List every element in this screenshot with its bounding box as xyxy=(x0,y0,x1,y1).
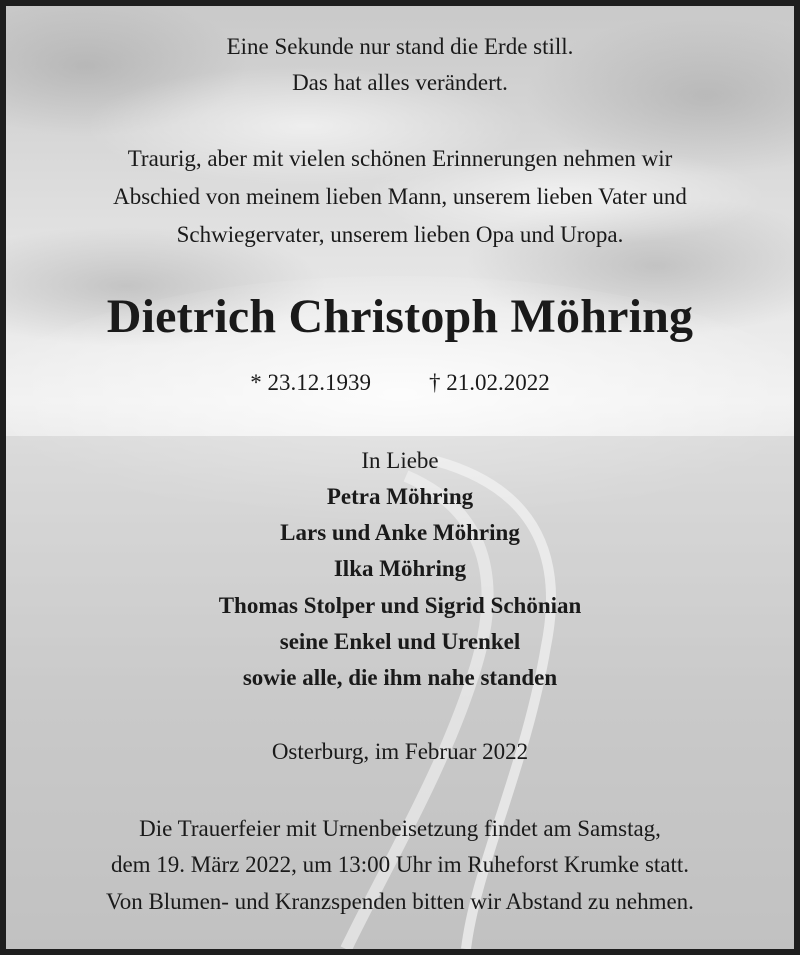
ceremony-line-3: Von Blumen- und Kranzspenden bitten wir Abstand zu nehmen. xyxy=(106,889,694,914)
intro-line-2: Abschied von meinem lieben Mann, unserem lieben Vater und xyxy=(113,184,687,209)
intro-line-1: Traurig, aber mit vielen schönen Erinnerungen nehmen wir xyxy=(127,146,673,171)
birth-date: * 23.12.1939 xyxy=(250,370,371,395)
obituary-text xyxy=(6,6,794,949)
death-date: † 21.02.2022 xyxy=(429,370,550,395)
mourner-name: Thomas Stolper und Sigrid Schönian xyxy=(218,593,582,618)
ceremony-line-2: dem 19. März 2022, um 13:00 Uhr im Ruheforst Krumke statt. xyxy=(110,852,690,877)
mourners-intro: In Liebe xyxy=(361,448,439,473)
mourner-name: Petra Möhring xyxy=(326,484,474,509)
poem-line-2: Das hat alles verändert. xyxy=(292,70,508,95)
deceased-name: Dietrich Christoph Möhring xyxy=(106,290,694,343)
intro-line-3: Schwiegervater, unserem lieben Opa und Uropa. xyxy=(176,222,624,247)
mourner-name: seine Enkel und Urenkel xyxy=(279,629,521,654)
life-dates xyxy=(6,370,794,396)
mourner-name: sowie alle, die ihm nahe standen xyxy=(242,665,558,690)
mourner-name: Ilka Möhring xyxy=(333,556,467,581)
poem-line-1: Eine Sekunde nur stand die Erde still. xyxy=(226,34,574,59)
ceremony-line-1: Die Trauerfeier mit Urnenbeisetzung findet am Samstag, xyxy=(139,816,661,841)
place-date: Osterburg, im Februar 2022 xyxy=(271,739,529,764)
mourner-name: Lars und Anke Möhring xyxy=(280,520,520,545)
